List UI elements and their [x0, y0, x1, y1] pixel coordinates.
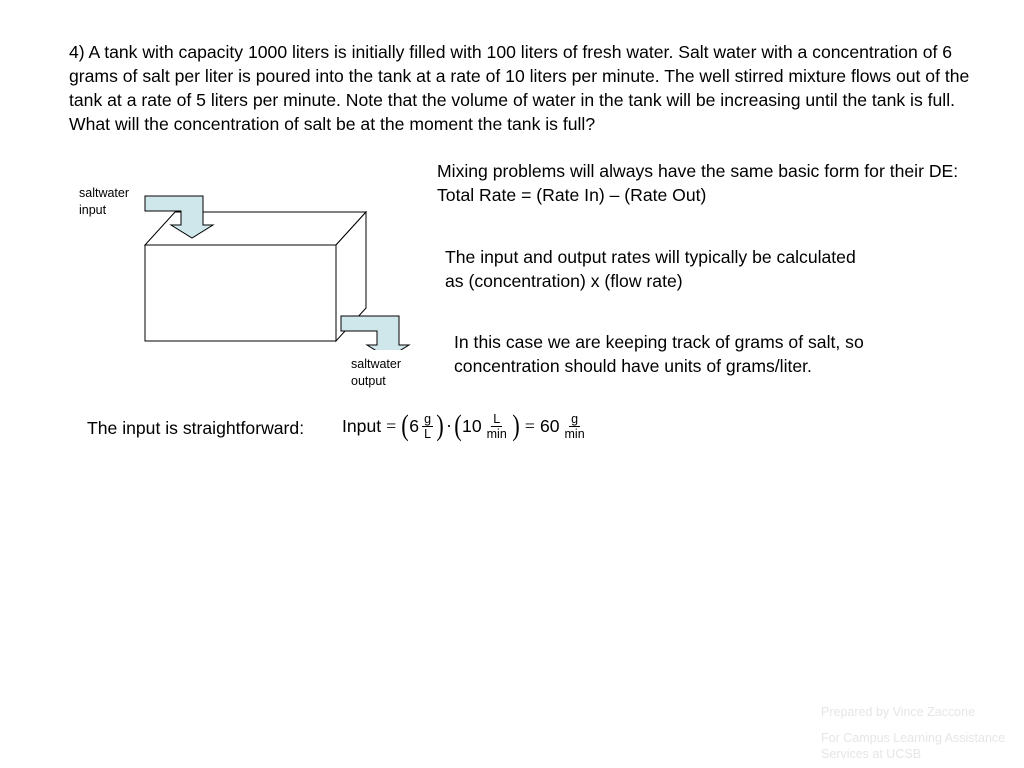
equation-intro: The input is straightforward: — [87, 418, 305, 438]
note-de-form: Mixing problems will always have the same basic form for their DE: Total Rate = (Rate In) – (Rate Out) — [437, 161, 959, 205]
left-paren-icon: ( — [454, 409, 462, 442]
tank-front-face — [145, 245, 336, 341]
note-rate-calculation: The input and output rates will typically be calculated as (concentration) x (flow rate) — [445, 247, 856, 291]
equals-sign: = — [386, 415, 397, 436]
note-units: In this case we are keeping track of grams of salt, so concentration should have units of grams/liter. — [454, 332, 864, 376]
right-paren-icon: ) — [436, 409, 444, 442]
concentration-unit: $\frac{g}{L}$ — [424, 411, 432, 441]
flow-rate-unit: $\frac{L}{\min}$ — [486, 411, 507, 441]
result-unit: $\frac{g}{\min}$ — [564, 411, 585, 441]
equals-sign: = — [524, 415, 535, 436]
output-arrow-icon — [341, 316, 409, 350]
saltwater-output-label: saltwater output — [351, 357, 402, 388]
result-value: 60 — [539, 415, 560, 436]
equation-lhs: Input — [342, 415, 382, 436]
saltwater-input-label: saltwater input — [79, 186, 130, 217]
tank-diagram — [140, 190, 420, 350]
input-rate-equation — [342, 402, 590, 450]
footer-prepared-by: Prepared by Vince Zaccone — [821, 705, 976, 719]
right-paren-icon: ) — [512, 409, 520, 442]
concentration-value: 6 — [409, 415, 420, 436]
problem-statement: 4) A tank with capacity 1000 liters is initially filled with 100 liters of fresh water. Salt water with a concentration of 6 grams of salt per liter is poured into the tank at a rate of 10 liters per minute. The well stirred mixture flows out of the tank at a rate of 5 liters per minute. Note that the volume of water in the tank will be increasing until the tank is full. What will the concentration of salt be at the moment the tank is full? — [69, 42, 970, 134]
flow-rate-value: 10 — [462, 415, 482, 436]
multiply-dot: · — [446, 415, 453, 436]
tank-box — [145, 212, 366, 341]
left-paren-icon: ( — [401, 409, 410, 442]
footer-organization: For Campus Learning Assistance Services at UCSB — [821, 731, 1006, 761]
